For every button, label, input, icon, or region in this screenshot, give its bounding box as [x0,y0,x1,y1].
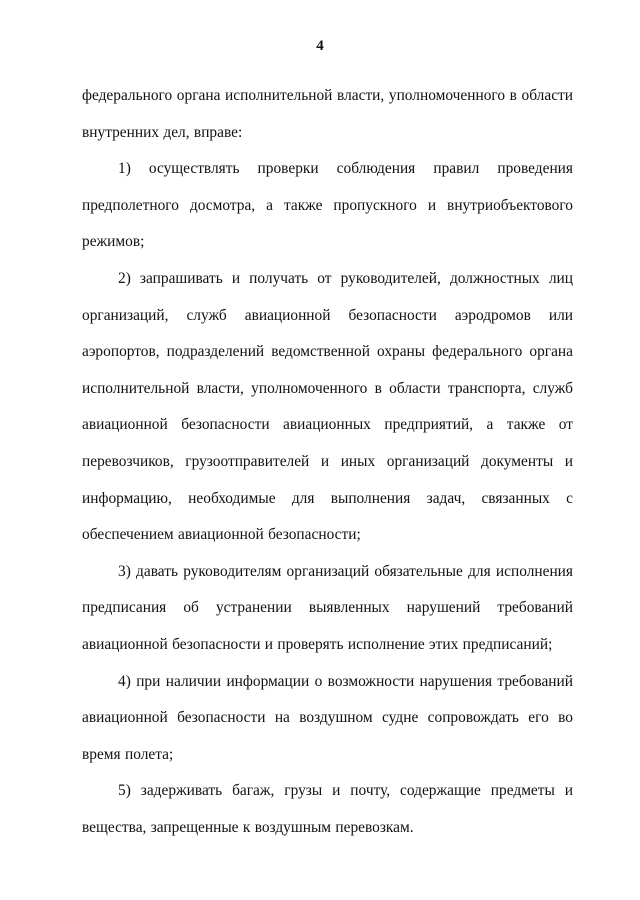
paragraph-item-2: 2) запрашивать и получать от руководителей, должностных лиц организаций, служб авиационной безопасности аэродромов или аэропортов, подразделений ведомственной охраны федерального органа исполнительной власти, уполномоченного в области транспорта, служб авиационной безопасности авиационных предприятий, а также от перевозчиков, грузоотправителей и иных организаций документы и информацию, необходимые для выполнения задач, связанных с обеспечением авиационной безопасности; [82,269,573,544]
paragraph-item-4: 4) при наличии информации о возможности нарушения требований авиационной безопасности на воздушном судне сопровождать его во время полета; [82,672,573,763]
paragraph-item-3: 3) давать руководителям организаций обязательные для исполнения предписания об устранении выявленных нарушений требований авиационной безопасности и проверять исполнение этих предписаний; [82,562,573,653]
paragraph-intro: федерального органа исполнительной власти, уполномоченного в области внутренних дел, вправе: [82,87,573,141]
paragraph-item-1: 1) осуществлять проверки соблюдения правил проведения предполетного досмотра, а также пропускного и внутриобъектового режимов; [82,160,573,251]
document-body [82,78,573,846]
paragraph-item-5: 5) задерживать багаж, грузы и почту, содержащие предметы и вещества, запрещенные к воздушным перевозкам. [82,782,573,836]
page-number: 4 [316,38,324,54]
